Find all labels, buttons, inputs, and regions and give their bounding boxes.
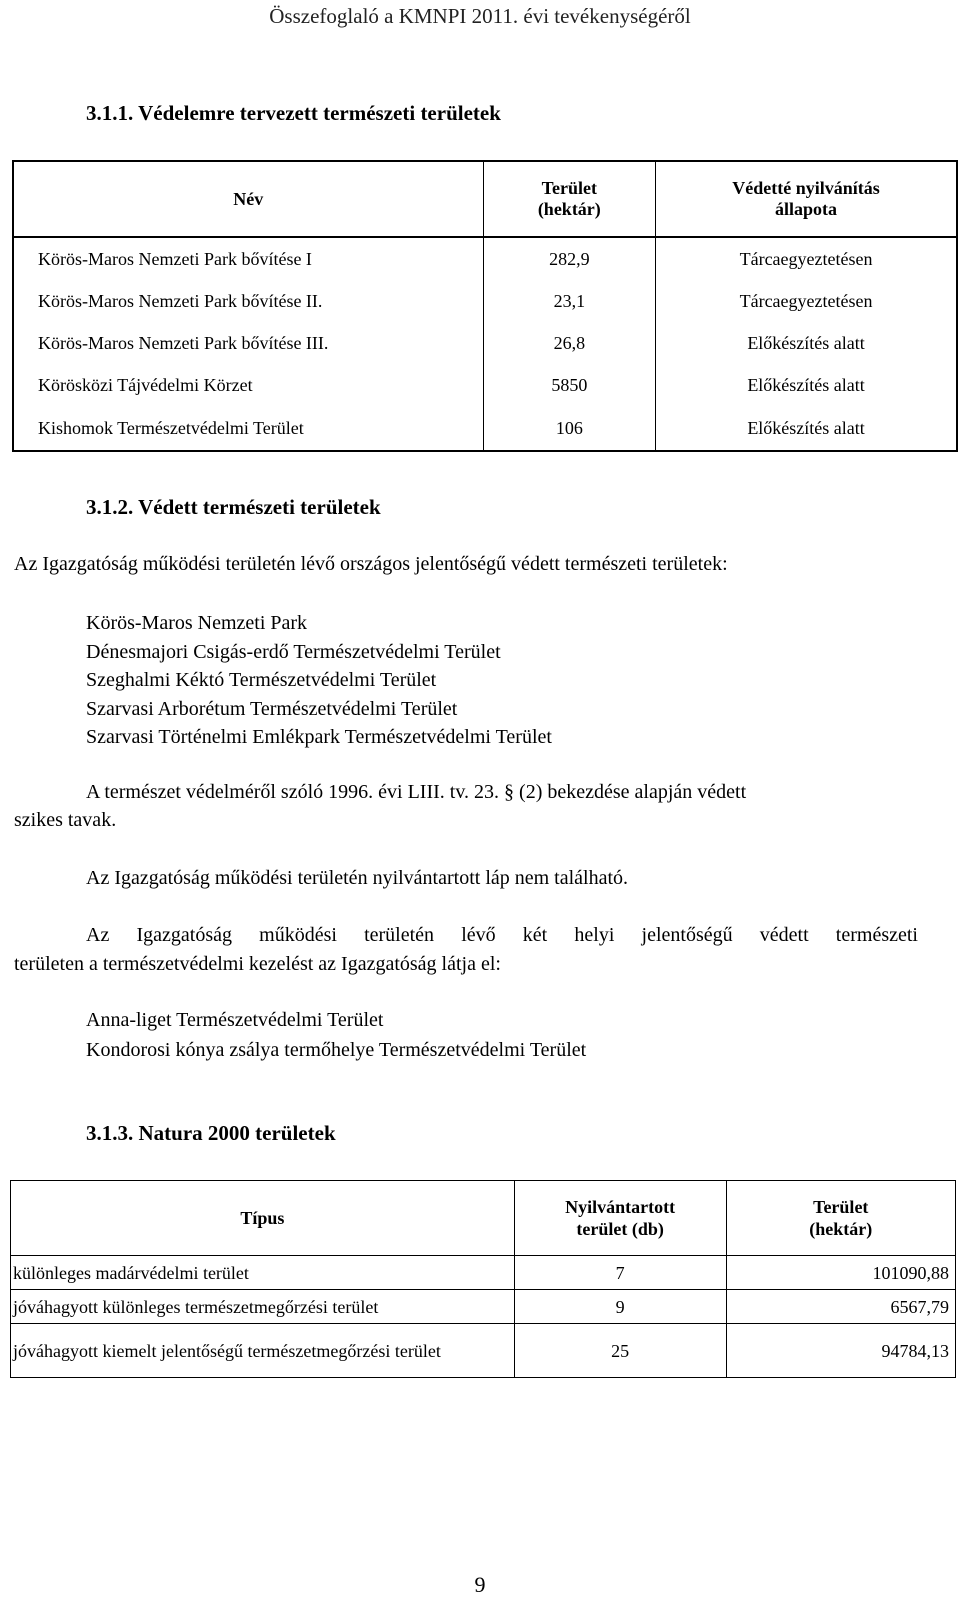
header-area-text: Terület (hektár) (809, 1197, 873, 1239)
list-item: Szeghalmi Kéktó Természetvédelmi Terület (86, 669, 437, 691)
natura-count: 9 (514, 1290, 726, 1324)
local-areas-paragraph-line1: Az Igazgatóság működési területén lévő két helyi jelentőségű védett természeti (86, 924, 918, 946)
table-row (13, 237, 957, 280)
list-item: Körös-Maros Nemzeti Park (86, 612, 308, 634)
header-type: Típus (11, 1181, 515, 1256)
natura-type (11, 1324, 515, 1378)
header-area (726, 1181, 955, 1256)
area-size: 106 (483, 406, 656, 451)
area-status: Tárcaegyeztetésen (656, 237, 957, 280)
area-size: 23,1 (483, 280, 656, 322)
list-item: Szarvasi Történelmi Emlékpark Természetvédelmi Terület (86, 726, 552, 748)
area-name: Körös-Maros Nemzeti Park bővítése III. (13, 322, 483, 364)
natura-area: 101090,88 (726, 1256, 955, 1290)
local-areas-paragraph-line2: területen a természetvédelmi kezelést az Igazgatóság látja el: (14, 953, 501, 975)
header-area-text: Terület (hektár) (537, 178, 601, 219)
header-count (514, 1181, 726, 1256)
header-name: Név (13, 161, 483, 237)
section-title-3-1-1: 3.1.1. Védelemre tervezett természeti területek (86, 101, 501, 125)
area-status: Tárcaegyeztetésen (656, 280, 957, 322)
natura-type-text: jóváhagyott kiemelt jelentőségű természetmegőrzési terület (13, 1340, 441, 1361)
area-name: Körös-Maros Nemzeti Park bővítése I (13, 237, 483, 280)
table-row (13, 364, 957, 406)
section-title-3-1-3: 3.1.3. Natura 2000 területek (86, 1121, 336, 1145)
natura-2000-table (10, 1180, 956, 1378)
table-header-row (11, 1181, 956, 1256)
table-header-row (13, 161, 957, 237)
intro-paragraph: Az Igazgatóság működési területén lévő országos jelentőségű védett természeti területek: (14, 553, 728, 575)
area-size: 26,8 (483, 322, 656, 364)
area-name: Körösközi Tájvédelmi Körzet (13, 364, 483, 406)
table-row (13, 322, 957, 364)
natura-count: 7 (514, 1256, 726, 1290)
natura-type: különleges madárvédelmi terület (11, 1256, 515, 1290)
protected-areas-list (86, 609, 552, 752)
list-item: Anna-liget Természetvédelmi Terület (86, 1009, 384, 1031)
header-status (656, 161, 957, 237)
list-item: Szarvasi Arborétum Természetvédelmi Terület (86, 697, 458, 720)
bog-paragraph: Az Igazgatóság működési területén nyilvántartott láp nem található. (86, 867, 629, 889)
table-row (11, 1256, 956, 1290)
list-item: Kondorosi kónya zsálya termőhelye Természetvédelmi Terület (86, 1039, 587, 1061)
planned-areas-table (12, 160, 958, 452)
area-name: Körös-Maros Nemzeti Park bővítése II. (13, 280, 483, 322)
law-paragraph-line1: A természet védelméről szóló 1996. évi LIII. tv. 23. § (2) bekezdése alapján védett (86, 781, 747, 803)
area-status: Előkészítés alatt (656, 406, 957, 451)
page-header: Összefoglaló a KMNPI 2011. évi tevékenységéről (269, 4, 691, 28)
page-number: 9 (474, 1572, 486, 1597)
table-row (11, 1324, 956, 1378)
area-status: Előkészítés alatt (656, 364, 957, 406)
section-title-3-1-2: 3.1.2. Védett természeti területek (86, 495, 381, 519)
law-paragraph-line2: szikes tavak. (14, 809, 117, 831)
table-row (13, 406, 957, 451)
area-status: Előkészítés alatt (656, 322, 957, 364)
local-areas-list (86, 1005, 586, 1065)
header-area (483, 161, 656, 237)
table-row (13, 280, 957, 322)
header-count-text: Nyilvántartott terület (db) (565, 1197, 676, 1239)
table-row (11, 1290, 956, 1324)
area-size: 5850 (483, 364, 656, 406)
area-name: Kishomok Természetvédelmi Terület (13, 406, 483, 451)
natura-area: 6567,79 (726, 1290, 955, 1324)
header-status-text: Védetté nyilvánítás állapota (732, 178, 880, 219)
list-item: Dénesmajori Csigás-erdő Természetvédelmi Terület (86, 640, 501, 663)
natura-area: 94784,13 (726, 1324, 955, 1378)
natura-count: 25 (514, 1324, 726, 1378)
natura-type: jóváhagyott különleges természetmegőrzési terület (11, 1290, 515, 1324)
area-size: 282,9 (483, 237, 656, 280)
